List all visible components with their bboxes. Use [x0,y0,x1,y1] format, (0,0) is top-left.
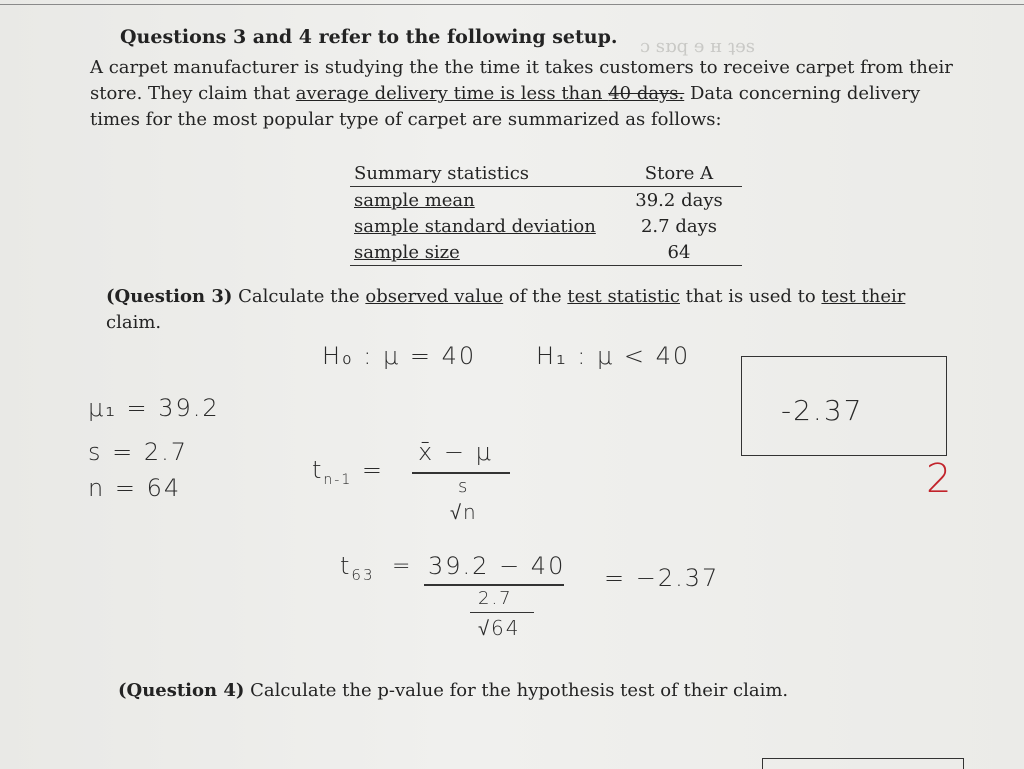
q3-test-statistic: test statistic [567,286,680,307]
null-hypothesis: H₀ : μ = 40 [322,342,477,370]
calc-numerator: 39.2 − 40 [428,552,566,580]
q3-test-their: test their [821,286,906,307]
t-statistic-label [312,456,384,488]
calc-fraction-bar [424,584,564,586]
t-equals: = [361,456,385,484]
row-label-std-dev: sample standard deviation [354,215,596,237]
row-label-sample-size: sample size [350,239,616,266]
calc-equals: = [392,554,413,579]
q3-observed-value: observed value [365,286,504,307]
row-value-sample-mean: 39.2 days [635,189,723,211]
given-sample-size: n = 64 [88,474,182,502]
table-header-store: Store A [616,160,742,187]
q3-text-4: claim. [106,312,162,333]
grade-mark: 2 [926,456,952,502]
row-value-sample-size: 64 [616,239,742,266]
t-symbol: t [312,456,324,484]
bottom-answer-box-edge [762,758,964,769]
q3-text-3: that is used to [679,286,822,307]
table-row [350,213,742,239]
question-4 [118,680,788,701]
table-row [350,239,742,266]
table-header-row [350,160,742,187]
calc-inner-bar [470,612,534,613]
setup-text-2: Data concerning delivery times for the most popular type of carpet are summarized as follows: [90,83,921,130]
calc-denominator-sqrt: √64 [478,616,521,640]
table-row [350,187,742,214]
answer-value: -2.37 [781,394,864,427]
row-value-std-dev: 2.7 days [640,215,717,237]
summary-statistics-table [350,160,742,266]
q3-text-2: of the [503,286,568,307]
table-header-label: Summary statistics [350,160,616,187]
question-3 [106,284,956,336]
claim-struck: 40 days. [608,83,685,104]
q3-text-1: Calculate the [232,286,366,307]
claim-underlined: average delivery time is less than [295,83,609,104]
t63-subscript: 63 [351,565,375,584]
question-4-label: (Question 4) [118,680,245,701]
t63-symbol: t [340,552,352,580]
calc-denominator-s: 2.7 [478,588,513,609]
formula-denominator-s: s [458,476,470,497]
given-std-dev: s = 2.7 [88,438,189,466]
calc-result: = −2.37 [604,564,720,592]
given-mean: μ₁ = 39.2 [88,394,220,422]
question-3-label: (Question 3) [106,286,233,307]
alternative-hypothesis: H₁ : μ < 40 [536,342,691,370]
setup-paragraph [90,55,970,133]
setup-text-1: A carpet manufacturer is studying the the time it takes customers to receive carpet from their store. They claim that [90,57,953,104]
q4-text: Calculate the p-value for the hypothesis test of their claim. [244,680,789,701]
formula-denominator-sqrt: √n [450,500,478,524]
formula-numerator: x̄ − μ [418,438,493,466]
setup-heading: Questions 3 and 4 refer to the following setup. [120,26,618,48]
t-subscript: n-1 [323,471,353,488]
top-rule [0,4,1024,5]
t63-label [340,552,375,584]
row-label-sample-mean: sample mean [354,189,475,211]
formula-fraction-bar [412,472,510,474]
bleed-through-text: ɔ sɒq ɘ ʜ ʇɘs [640,36,756,57]
